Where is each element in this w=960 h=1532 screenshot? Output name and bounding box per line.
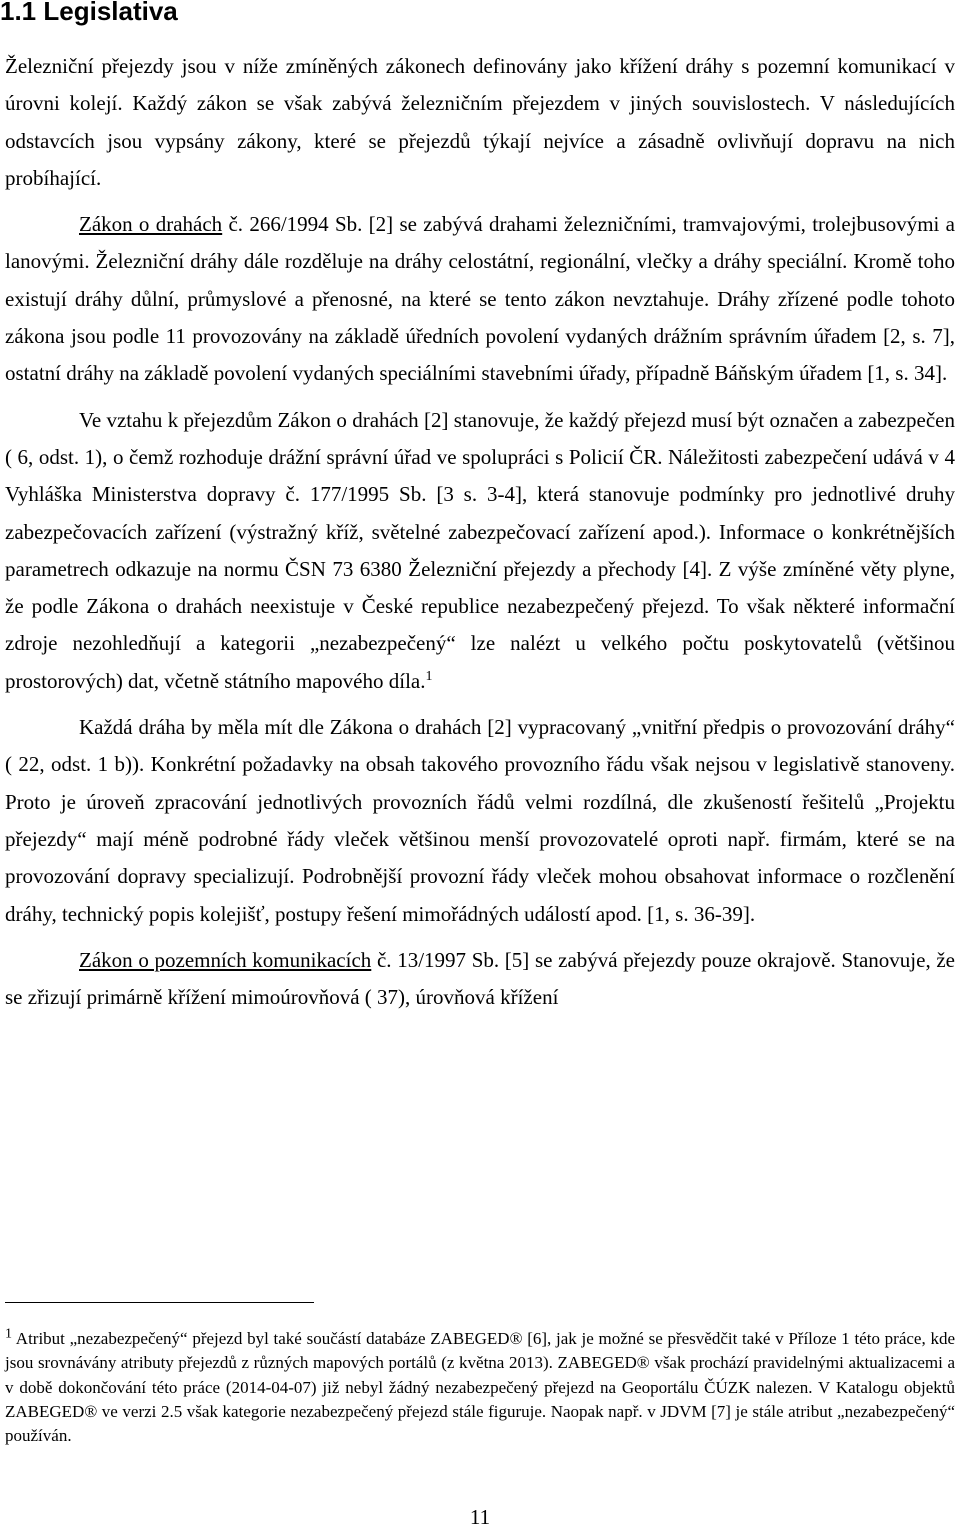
footnote-reference: 1 [425,668,433,684]
law-komunikace-paragraph [5,942,955,1017]
footnote-separator [5,1302,314,1303]
footnote-text: Atribut „nezabezpečený“ přejezd byl také součástí databáze ZABEGED® [6], jak je možné se přesvědčit také v Příloze 1 této práce, kde jsou srovnávány atributy přejezdů z různých mapových portálů (z května 2013). ZABEGED® však prochází pravidelnými aktualizacemi a v době dokončování této práce (2014-04-07) již nebyl žádný nezabezpečený přejezd na Geoportálu ČÚZK nalezen. V Katalogu objektů ZABEGED® ve verzi 2.5 však kategorie nezabezpečený přejezd stále figuruje. Naopak např. v JDVM [7] je stále atribut „nezabezpečený“ používán. [5,1329,955,1446]
crossings-paragraph [5,402,955,700]
law-komunikace-text: č. 13/1997 Sb. [5] se zabývá přejezdy pouze okrajově. Stanovuje, že se zřizují primárně křížení mimoúrovňová ( 37), úrovňová křížení [5,947,956,1010]
crossings-text: Ve vztahu k přejezdům Zákon o drahách [2] stanovuje, že každý přejezd musí být označen a zabezpečen ( 6, odst. 1), o čemž rozhoduje drážní správní úřad ve spolupráci s Policií ČR. Náležitosti zabezpečení udává v 4 Vyhláška Ministerstva dopravy č. 177/1995 Sb. [3 s. 3-4], která stanovuje podmínky pro jednotlivé druhy zabezpečovacích zařízení (výstražný kříž, světelné zabezpečovací zařízení apod.). Informace o konkrétnějších parametrech odkazuje na normu ČSN 73 6380 Železniční přejezdy a přechody [4]. Z výše zmíněné věty plyne, že podle Zákona o drahách neexistuje v České republice nezabezpečený přejezd. To však některé informační zdroje nezohledňují a kategorii „nezabezpečený“ lze nalézt u velkého počtu poskytovatelů (většinou prostorových) dat, včetně státního mapového díla. [5,407,955,693]
law-komunikace-title: Zákon o pozemních komunikacích [79,947,372,972]
law-drahy-title: Zákon o drahách [79,212,223,237]
page-number: 11 [469,1505,491,1529]
footnote-number: 1 [5,1326,12,1342]
footnote [5,1327,955,1448]
law-drahy-paragraph [5,206,955,392]
law-drahy-text: č. 266/1994 Sb. [2] se zabývá drahami železničními, tramvajovými, trolejbusovými a lanovými. Železniční dráhy dále rozděluje na dráhy celostátní, regionální, vlečky a dráhy speciální. Kromě toho existují dráhy důlní, průmyslové a přenosné, na které se tento zákon nevztahuje. Dráhy zřízené podle tohoto zákona jsou podle 11 provozovány na základě úředních povolení vydaných drážním správním úřadem [2, s. 7], ostatní dráhy na základě povolení vydaných speciálními stavebními úřady, případně Báňským úřadem [1, s. 34]. [5,212,955,386]
body-text [5,48,955,1016]
operating-rules-paragraph: Každá dráha by měla mít dle Zákona o drahách [2] vypracovaný „vnitřní předpis o provozování dráhy“ ( 22, odst. 1 b)). Konkrétní požadavky na obsah takového provozního řádu však nejsou v legislativě stanoveny. Proto je úroveň zpracování jednotlivých provozních řádů velmi rozdílná, dle zkušeností řešitelů „Projektu přejezdy“ mají méně podrobné řády vleček většinou menší provozovatelé oproti např. firmám, které se na provozování dopravy specializují. Podrobnější provozní řády vleček mohou obsahovat informace o rozčlenění dráhy, technický popis kolejišť, postupy řešení mimořádných událostí apod. [1, s. 36-39]. [5,715,955,926]
intro-paragraph: Železniční přejezdy jsou v níže zmíněných zákonech definovány jako křížení dráhy s pozemní komunikací v úrovni kolejí. Každý zákon se však zabývá železničním přejezdem v jiných souvislostech. V následujících odstavcích jsou vypsány zákony, které se přejezdů týkají nejvíce a zásadně ovlivňují dopravu na nich probíhající. [5,54,955,190]
section-heading: 1.1 Legislativa [0,0,178,26]
